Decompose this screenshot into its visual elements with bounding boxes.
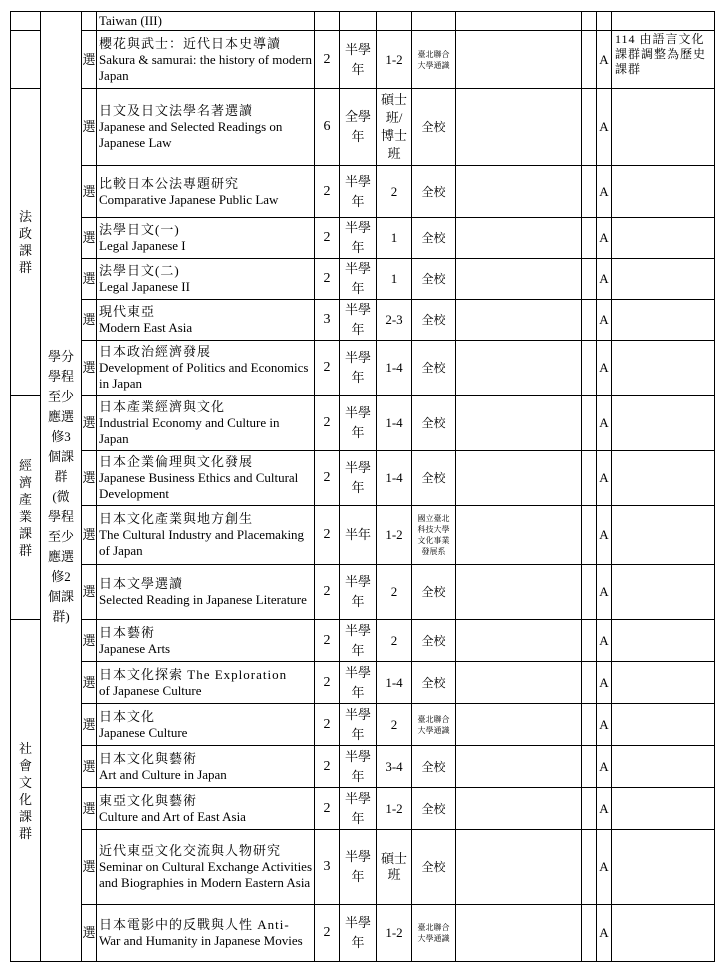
remark [612, 746, 715, 788]
credits: 2 [315, 166, 340, 218]
credits: 6 [315, 89, 340, 166]
group-label-cell [11, 396, 41, 620]
blank-cell [582, 905, 597, 962]
remark [612, 905, 715, 962]
year-level: 3-4 [377, 746, 412, 788]
course-name-zh: 櫻花與武士：近代日本史導讀 [99, 35, 282, 51]
semester: 半學年 [340, 620, 377, 662]
course-name-zh: 比較日本公法專題研究 [99, 175, 240, 191]
table-row [11, 746, 715, 788]
group-cell-empty [11, 31, 41, 89]
semester: 半學年 [340, 396, 377, 451]
semester: 半學年 [340, 905, 377, 962]
semester: 半學年 [340, 341, 377, 396]
required-type: 選 [82, 788, 97, 830]
semester: 半學年 [340, 451, 377, 506]
year-level: 碩士班/博士班 [377, 89, 412, 166]
course-name-en: Legal Japanese I [99, 238, 186, 253]
level: A [597, 396, 612, 451]
group-label-cell [11, 89, 41, 396]
remark [612, 704, 715, 746]
course-name-en: Culture and Art of East Asia [99, 808, 246, 824]
year-level: 2 [377, 704, 412, 746]
year-level: 1-2 [377, 905, 412, 962]
level: A [597, 166, 612, 218]
course-name [97, 662, 315, 704]
semester: 半學年 [340, 31, 377, 89]
required-type: 選 [82, 746, 97, 788]
remark [612, 300, 715, 341]
open-to: 全校 [412, 788, 456, 830]
semester: 半學年 [340, 218, 377, 259]
semester: 半學年 [340, 662, 377, 704]
program-rule-cell [41, 12, 82, 962]
open-to: 臺北聯合大學通識 [412, 905, 456, 962]
level: A [597, 565, 612, 620]
semester: 半學年 [340, 565, 377, 620]
course-name-en: Japanese Business Ethics and Cultural Development [99, 470, 299, 501]
credits: 2 [315, 396, 340, 451]
blank-cell [456, 166, 582, 218]
blank-cell [456, 506, 582, 565]
credits: 2 [315, 746, 340, 788]
table-row [11, 565, 715, 620]
table-row [11, 300, 715, 341]
course-name [97, 746, 315, 788]
course-name-en: Selected Reading in Japanese Literature [99, 592, 307, 607]
open-to: 臺北聯合大學通識 [412, 704, 456, 746]
credits: 2 [315, 905, 340, 962]
course-name-en: Sakura & samurai: the history of modern Japan [99, 51, 313, 83]
blank-cell [456, 788, 582, 830]
blank-cell [582, 830, 597, 905]
open-to: 全校 [412, 830, 456, 905]
remark [612, 259, 715, 300]
credits: 2 [315, 662, 340, 704]
blank-cell [582, 620, 597, 662]
blank-cell [582, 746, 597, 788]
credits: 2 [315, 31, 340, 89]
required-type: 選 [82, 166, 97, 218]
group-label-cell [11, 620, 41, 962]
table-row [11, 12, 715, 31]
year-level: 1-2 [377, 788, 412, 830]
semester: 半年 [340, 506, 377, 565]
blank-cell [456, 31, 582, 89]
course-name-zh: 日本文化 [99, 708, 156, 724]
level: A [597, 620, 612, 662]
group-label: 社會文化課群 [18, 740, 32, 841]
remark [612, 89, 715, 166]
course-name-zh: 日本政治經濟發展 [99, 344, 212, 359]
blank-cell [582, 662, 597, 704]
required-type: 選 [82, 620, 97, 662]
open-to: 全校 [412, 396, 456, 451]
course-name-en: Art and Culture in Japan [99, 766, 227, 782]
semester: 全學年 [340, 89, 377, 166]
remark [612, 565, 715, 620]
level: A [597, 830, 612, 905]
course-name [97, 89, 315, 166]
table-row [11, 788, 715, 830]
required-type: 選 [82, 565, 97, 620]
remark [612, 341, 715, 396]
year-level: 2 [377, 166, 412, 218]
open-to: 全校 [412, 259, 456, 300]
course-name-zh: 日本產業經濟與文化 [99, 399, 226, 414]
year-level: 2-3 [377, 300, 412, 341]
blank-cell [582, 506, 597, 565]
course-table [10, 11, 715, 962]
semester: 半學年 [340, 746, 377, 788]
course-name [97, 905, 315, 962]
credits: 2 [315, 620, 340, 662]
table-row [11, 341, 715, 396]
level: A [597, 662, 612, 704]
credits: 2 [315, 218, 340, 259]
year-level: 1-2 [377, 506, 412, 565]
blank-cell [456, 451, 582, 506]
required-type: 選 [82, 300, 97, 341]
remark [612, 788, 715, 830]
blank-cell [582, 166, 597, 218]
course-name [97, 166, 315, 218]
course-name-zh: 日本文學選讀 [99, 576, 184, 591]
course-name-zh: 日本企業倫理與文化發展 [99, 454, 254, 469]
level: A [597, 341, 612, 396]
open-to: 全校 [412, 341, 456, 396]
open-to: 全校 [412, 451, 456, 506]
blank-cell [582, 31, 597, 89]
year-level: 1-2 [377, 31, 412, 89]
blank-cell [456, 259, 582, 300]
group-label: 經濟產業課群 [18, 457, 32, 558]
blank-cell [582, 259, 597, 300]
course-name-zh: 日本文化產業與地方創生 [99, 511, 254, 526]
table-row [11, 31, 715, 89]
course-name-en: Japanese Culture [99, 724, 188, 740]
table-row [11, 451, 715, 506]
year-level: 2 [377, 620, 412, 662]
semester: 半學年 [340, 300, 377, 341]
course-name-en: Legal Japanese II [99, 279, 190, 294]
blank-cell [456, 704, 582, 746]
course-name-zh: 日本文化與藝術 [99, 750, 198, 766]
remark [612, 620, 715, 662]
required-type: 選 [82, 396, 97, 451]
program-rule: 學分學程至少應選修3個課群(微學程至少應選修2個課群) [47, 348, 74, 624]
group-label: 法政課群 [18, 209, 32, 275]
open-to: 全校 [412, 300, 456, 341]
level: A [597, 746, 612, 788]
credits: 2 [315, 565, 340, 620]
level: A [597, 300, 612, 341]
level: A [597, 905, 612, 962]
required-type: 選 [82, 341, 97, 396]
credits: 2 [315, 506, 340, 565]
year-level: 1-4 [377, 396, 412, 451]
course-name-en: Modern East Asia [99, 320, 193, 335]
semester: 半學年 [340, 166, 377, 218]
blank-cell [582, 704, 597, 746]
level: A [597, 259, 612, 300]
credits: 2 [315, 451, 340, 506]
remark [612, 830, 715, 905]
course-name-en: Development of Politics and Economics in Japan [99, 360, 309, 391]
course-name-zh: 近代東亞文化交流與人物研究 [99, 843, 282, 858]
course-name [97, 451, 315, 506]
level: A [597, 89, 612, 166]
course-name [97, 620, 315, 662]
open-to: 全校 [412, 565, 456, 620]
blank-cell [456, 341, 582, 396]
course-name-zh: 法學日文(一) [99, 222, 180, 237]
blank-cell [456, 905, 582, 962]
blank-cell [456, 662, 582, 704]
required-type: 選 [82, 31, 97, 89]
blank-cell [456, 830, 582, 905]
course-name [97, 788, 315, 830]
level: A [597, 704, 612, 746]
table-row [11, 620, 715, 662]
blank-cell [582, 300, 597, 341]
table-row [11, 704, 715, 746]
course-name-zh: 日本電影中的反戰與人性 Anti- [99, 917, 290, 932]
course-name-en: War and Humanity in Japanese Movies [99, 933, 303, 948]
semester: 半學年 [340, 788, 377, 830]
course-name-zh: 日本藝術 [99, 624, 156, 640]
open-to: 全校 [412, 662, 456, 704]
year-level: 2 [377, 565, 412, 620]
table-row [11, 218, 715, 259]
credits: 2 [315, 788, 340, 830]
open-to: 全校 [412, 620, 456, 662]
level: A [597, 218, 612, 259]
blank-cell [582, 565, 597, 620]
remark [612, 218, 715, 259]
course-name-en: of Japanese Culture [99, 682, 202, 698]
blank-cell [582, 218, 597, 259]
blank-cell [456, 396, 582, 451]
table-row [11, 89, 715, 166]
level: A [597, 31, 612, 89]
open-to: 國立臺北科技大學文化事業發展系 [412, 506, 456, 565]
course-name [97, 396, 315, 451]
remark: 114 由語言文化課群調整為歷史課群 [612, 31, 715, 89]
required-type: 選 [82, 662, 97, 704]
semester: 半學年 [340, 704, 377, 746]
open-to: 全校 [412, 89, 456, 166]
required-type: 選 [82, 506, 97, 565]
table-row [11, 905, 715, 962]
required-type: 選 [82, 259, 97, 300]
year-level: 1-4 [377, 451, 412, 506]
course-name [97, 31, 315, 89]
year-level: 1 [377, 218, 412, 259]
level: A [597, 506, 612, 565]
course-name-en: Comparative Japanese Public Law [99, 191, 279, 207]
semester: 半學年 [340, 830, 377, 905]
blank-cell [456, 218, 582, 259]
open-to: 全校 [412, 166, 456, 218]
year-level: 碩士班 [377, 830, 412, 905]
remark [612, 396, 715, 451]
blank-cell [456, 89, 582, 166]
year-level: 1 [377, 259, 412, 300]
course-name-en: Japanese Arts [99, 640, 171, 656]
required-type: 選 [82, 89, 97, 166]
required-type: 選 [82, 905, 97, 962]
required-type: 選 [82, 451, 97, 506]
blank-cell [582, 788, 597, 830]
blank-cell [582, 396, 597, 451]
required-type: 選 [82, 218, 97, 259]
blank-cell [456, 565, 582, 620]
open-to: 全校 [412, 746, 456, 788]
blank-cell [582, 451, 597, 506]
course-name-zh: 日本文化探索 The Exploration [99, 666, 288, 682]
course-name [97, 565, 315, 620]
remark [612, 451, 715, 506]
level: A [597, 451, 612, 506]
credits: 3 [315, 830, 340, 905]
course-name-en: Seminar on Cultural Exchange Activities and Biographies in Modern Eastern Asia [99, 859, 313, 890]
remark [612, 662, 715, 704]
remark [612, 506, 715, 565]
course-name [97, 300, 315, 341]
semester: 半學年 [340, 259, 377, 300]
credits: 2 [315, 704, 340, 746]
blank-cell [456, 620, 582, 662]
blank-cell [456, 746, 582, 788]
course-name [97, 341, 315, 396]
blank-cell [582, 341, 597, 396]
required-type: 選 [82, 830, 97, 905]
course-name-en: The Cultural Industry and Placemaking of Japan [99, 527, 305, 558]
credits: 2 [315, 259, 340, 300]
course-name [97, 506, 315, 565]
credits: 2 [315, 341, 340, 396]
credits: 3 [315, 300, 340, 341]
required-type: 選 [82, 704, 97, 746]
course-name [97, 830, 315, 905]
course-name-en: Industrial Economy and Culture in Japan [99, 415, 280, 446]
course-name [97, 259, 315, 300]
course-name [97, 218, 315, 259]
remark [612, 166, 715, 218]
table-row [11, 259, 715, 300]
level: A [597, 788, 612, 830]
course-name-zh: 日文及日文法學名著選讀 [99, 103, 254, 118]
year-level: 1-4 [377, 341, 412, 396]
course-name [97, 704, 315, 746]
table-row [11, 506, 715, 565]
table-row [11, 662, 715, 704]
course-name-zh: 東亞文化與藝術 [99, 792, 198, 808]
course-name-en: Japanese and Selected Readings on Japanese Law [99, 119, 283, 150]
table-row [11, 830, 715, 905]
blank-cell [582, 89, 597, 166]
table-row [11, 396, 715, 451]
course-name-zh: 法學日文(二) [99, 263, 180, 278]
course-name-top: Taiwan (III) [97, 12, 315, 31]
course-name-zh: 現代東亞 [99, 304, 156, 319]
open-to: 臺北聯合大學通識 [412, 31, 456, 89]
table-row [11, 166, 715, 218]
blank-cell [456, 300, 582, 341]
open-to: 全校 [412, 218, 456, 259]
year-level: 1-4 [377, 662, 412, 704]
